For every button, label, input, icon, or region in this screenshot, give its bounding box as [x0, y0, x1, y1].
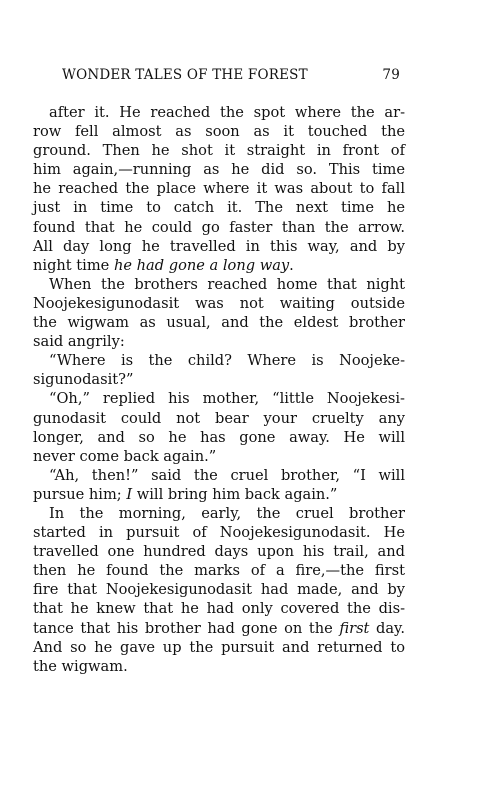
- text-line: [33, 332, 405, 351]
- line-text: sigunodasit?”: [33, 371, 134, 389]
- text-line: [33, 122, 405, 141]
- paragraph: [33, 504, 405, 676]
- line-text-tail: will bring him back again.”: [132, 485, 338, 503]
- text-line: [33, 141, 405, 160]
- text-line: [33, 179, 405, 198]
- line-text: And so he gave up the pursuit and returned to: [33, 638, 405, 656]
- body-text: [33, 103, 405, 676]
- paragraph: [33, 103, 405, 275]
- line-text: he reached the place where it was about to fall: [33, 180, 405, 198]
- paragraph: [33, 466, 405, 504]
- text-line: [33, 103, 405, 122]
- line-text: Noojekesigunodasit was not waiting outside: [33, 294, 405, 312]
- text-line: [33, 256, 405, 275]
- text-line: [33, 275, 405, 294]
- line-text: after it. He reached the spot where the ar-: [49, 104, 405, 121]
- line-text: never come back again.”: [33, 447, 217, 465]
- line-text: tance that his brother had gone on the: [33, 619, 340, 637]
- line-text: When the brothers reached home that night: [49, 275, 405, 293]
- text-line: [33, 599, 405, 618]
- paragraph: [33, 351, 405, 389]
- text-line: [33, 389, 405, 408]
- paragraph: [33, 275, 405, 351]
- text-line: [33, 198, 405, 217]
- line-text: row fell almost as soon as it touched the: [33, 123, 405, 141]
- line-text-tail: .: [289, 256, 294, 274]
- line-text: night time: [33, 256, 114, 274]
- text-line: [33, 237, 405, 256]
- line-text: said angrily:: [33, 333, 125, 351]
- line-text: longer, and so he has gone away. He will: [33, 428, 405, 446]
- text-line: [33, 542, 405, 561]
- line-text: that he knew that he had only covered the dis-: [33, 600, 405, 618]
- text-line: [33, 523, 405, 542]
- text-line: [33, 370, 405, 389]
- italic-text: he had gone a long way: [113, 256, 290, 274]
- line-text: pursue him;: [33, 485, 127, 503]
- line-text: “Where is the child? Where is Noojeke-: [49, 352, 405, 370]
- text-line: [33, 447, 405, 466]
- text-line: [33, 485, 405, 504]
- line-text: found that he could go faster than the arrow.: [33, 218, 405, 236]
- line-text: fire that Noojekesigunodasit had made, and by: [33, 581, 405, 599]
- line-text: All day long he travelled in this way, and by: [33, 237, 405, 255]
- italic-text: first: [339, 619, 370, 637]
- line-text: the wigwam as usual, and the eldest brother: [33, 314, 405, 332]
- text-line: [33, 428, 405, 447]
- text-line: [33, 409, 405, 428]
- italic-text: I: [126, 485, 133, 503]
- text-line: [33, 218, 405, 237]
- page-number: 79: [382, 67, 400, 83]
- line-text: travelled one hundred days upon his trail, and: [33, 543, 405, 561]
- line-text: “Ah, then!” said the cruel brother, “I will: [49, 466, 405, 484]
- text-line: [33, 638, 405, 657]
- line-text: then he found the marks of a fire,—the first: [33, 562, 405, 580]
- text-line: [33, 466, 405, 485]
- line-text: the wigwam.: [33, 657, 128, 675]
- line-text: just in time to catch it. The next time he: [33, 199, 405, 217]
- line-text: “Oh,” replied his mother, “little Noojekesi-: [49, 390, 405, 408]
- line-text: him again,—running as he did so. This time: [33, 161, 405, 179]
- text-line: [33, 657, 405, 676]
- text-line: [33, 619, 405, 638]
- text-line: [33, 580, 405, 599]
- text-line: [33, 294, 405, 313]
- line-text: ground. Then he shot it straight in front of: [33, 142, 405, 160]
- paragraph: [33, 389, 405, 465]
- text-line: [33, 504, 405, 523]
- text-line: [33, 561, 405, 580]
- running-title: WONDER TALES OF THE FOREST: [62, 67, 308, 83]
- line-text: gunodasit could not bear your cruelty any: [33, 409, 405, 427]
- line-text: In the morning, early, the cruel brother: [49, 504, 405, 522]
- line-text: started in pursuit of Noojekesigunodasit. He: [33, 524, 405, 542]
- text-line: [33, 160, 405, 179]
- text-line: [33, 351, 405, 370]
- text-line: [33, 313, 405, 332]
- line-text-tail: day.: [369, 619, 405, 637]
